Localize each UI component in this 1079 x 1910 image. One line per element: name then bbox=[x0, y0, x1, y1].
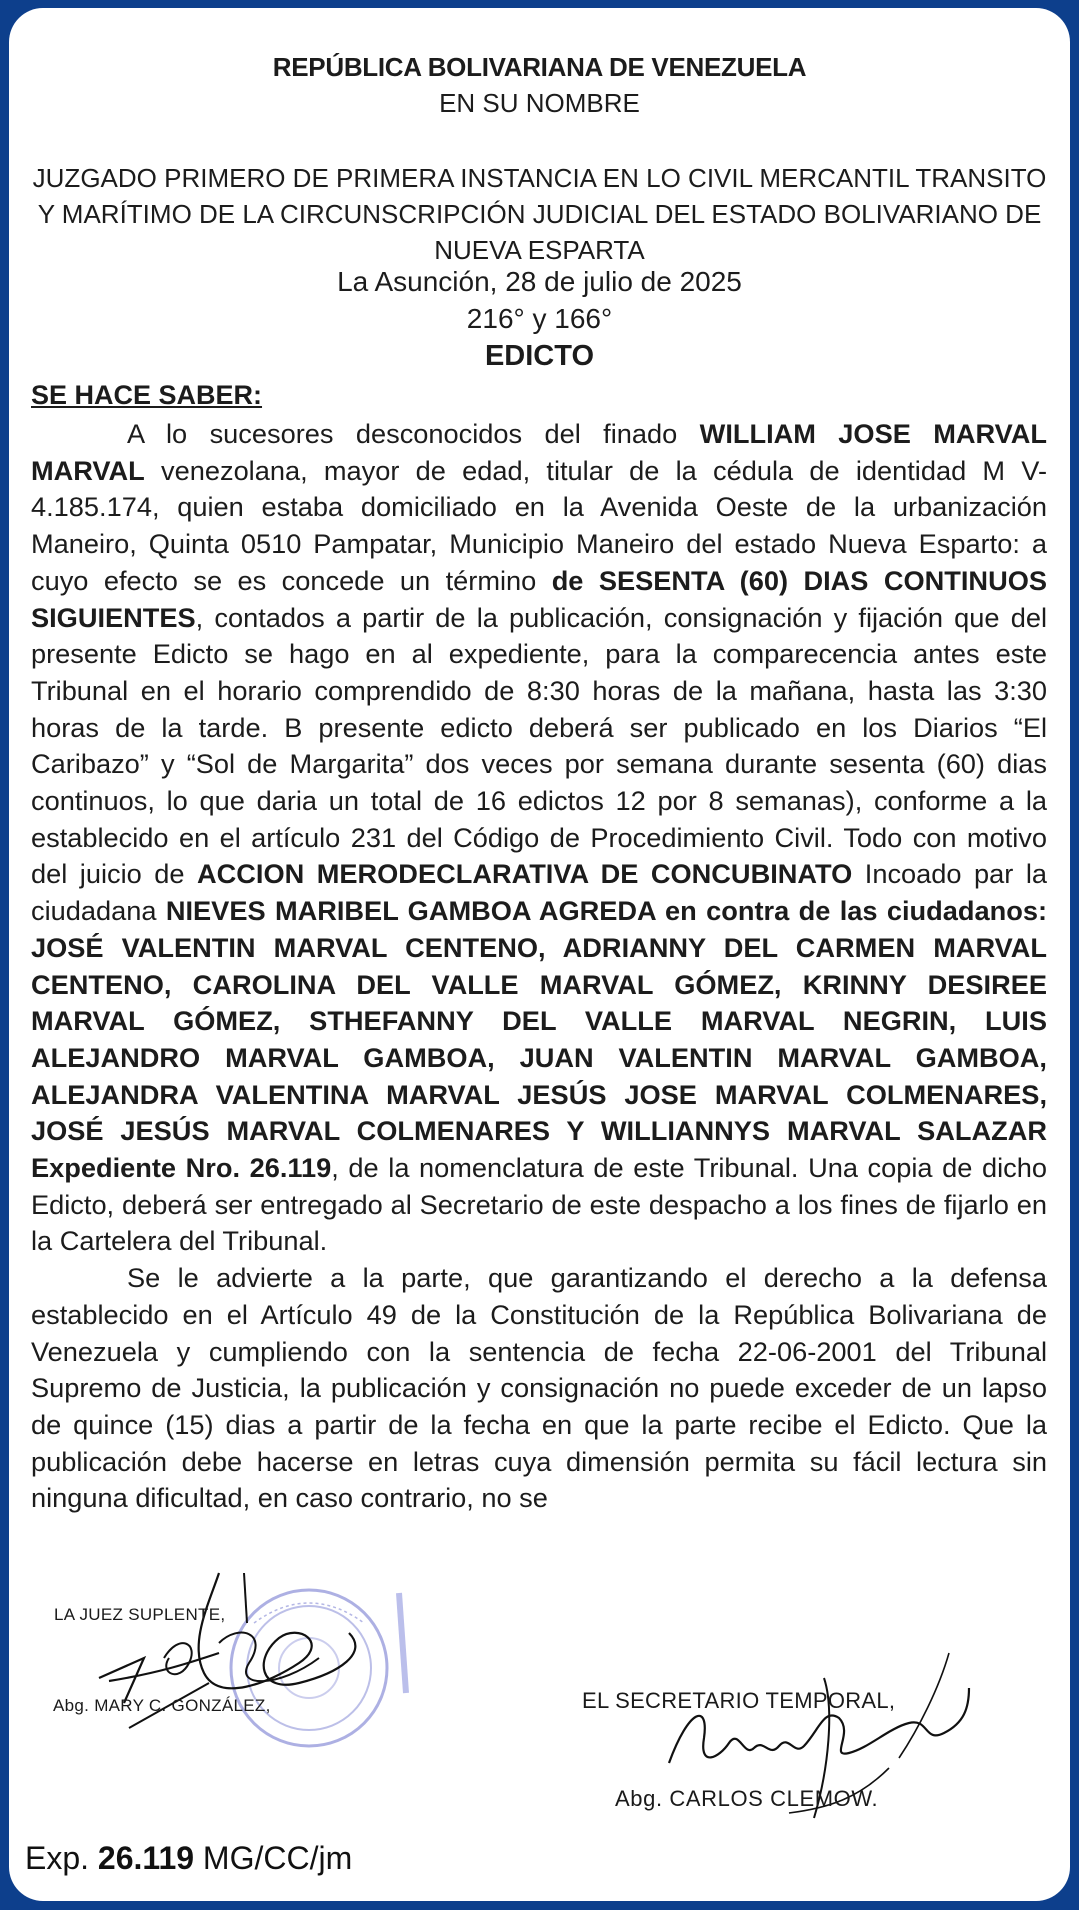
edict-body bbox=[31, 416, 1047, 1554]
section-heading: SE HACE SABER: bbox=[31, 380, 263, 410]
judge-label: LA JUEZ SUPLENTE, bbox=[54, 1605, 226, 1624]
document-title: EDICTO bbox=[484, 340, 595, 372]
deceased-name: WILLIAM JOSE MARVAL MARVAL bbox=[31, 418, 1047, 486]
secretary-name: Abg. CARLOS CLEMOW. bbox=[615, 1786, 879, 1811]
file-initials: MG/CC/jm bbox=[202, 1840, 353, 1876]
years-line: 216° y 166° bbox=[466, 303, 613, 334]
body-text-run: Incoado par la ciudadana bbox=[31, 858, 1047, 927]
place-date: La Asunción, 28 de julio de 2025 bbox=[337, 266, 742, 297]
edict-page bbox=[9, 8, 1070, 1901]
body-text-run: A lo sucesores desconocidos del finado bbox=[127, 418, 700, 449]
secretary-label: EL SECRETARIO TEMPORAL, bbox=[582, 1688, 896, 1713]
body-text-run: , de la nomenclatura de este Tribunal. Una copia de dicho Edicto, deberá ser entregado al Secretario de este despacho a los fines de fijarlo en la Cartelera del Tribunal. bbox=[31, 1152, 1047, 1257]
body-text-run: , contados a partir de la publicación, consignación y fijación que del presente Edicto se hago en al expediente, para la comparecencia antes este Tribunal en el horario comprendido de 8:30 horas de la mañana, hasta las 3:30 horas de la tarde. B presente edicto deberá ser publicado en los Diarios “El Caribazo” y “Sol de Margarita” dos veces por semana durante sesenta (60) dias continuos, lo que daria un total de 16 edictos 12 por 8 semanas), conforme a la establecido en el artículo 231 del Código de Procedimiento Civil. Todo con motivo del juicio de bbox=[31, 601, 1047, 890]
court-name: JUZGADO PRIMERO DE PRIMERA INSTANCIA EN LO CIVIL MERCANTIL TRANSITO Y MARÍTIMO DE LA CIRCUNSCRIPCIÓN JUDICIAL DEL ESTADO BOLIVARIANO DE NUEVA ESPARTA bbox=[32, 163, 1047, 265]
republic-heading: REPÚBLICA BOLIVARIANA DE VENEZUELA bbox=[272, 52, 807, 82]
term-period: de SESENTA (60) DIAS CONTINUOS SIGUIENTES bbox=[31, 564, 1047, 633]
judge-signature-icon bbox=[69, 1563, 389, 1753]
body-paragraph-1 bbox=[31, 416, 1047, 1260]
body-paragraph-2: Se le advierte a la parte, que garantizando el derecho a la defensa establecido en el Artículo 49 de la Constitución de la República Bolivariana de Venezuela y cumpliendo con la sentencia de fecha 22-06-2001 del Tribunal Supremo de Justicia, la publicación y consignación no puede exceder de un lapso de quince (15) dias a partir de la fecha en que la parte recibe el Edicto. Que la publicación debe hacerse en letras cuya dimensión permita su fácil lectura sin ninguna dificultad, en caso contrario, no se bbox=[31, 1262, 1047, 1514]
case-type: ACCION MERODECLARATIVA DE CONCUBINATO bbox=[197, 858, 853, 890]
file-number: 26.119 bbox=[97, 1840, 195, 1876]
body-text-run: venezolana, mayor de edad, titular de la cédula de identidad M V-4.185.174, quien estaba domiciliado en la Avenida Oeste de la urbanización Maneiro, Quinta 0510 Pampatar, Municipio Maneiro del estado Nueva Esparto: a cuyo efecto se es concede un término bbox=[31, 454, 1047, 596]
in-name-line: EN SU NOMBRE bbox=[439, 88, 640, 118]
file-prefix: Exp. bbox=[25, 1840, 90, 1876]
parties-list: NIEVES MARIBEL GAMBOA AGREDA en contra de las ciudadanos: JOSÉ VALENTIN MARVAL CENTENO, ADRIANNY DEL CARMEN MARVAL CENTENO, CAROLINA DEL VALLE MARVAL GÓMEZ, KRINNY DESIREE MARVAL GÓMEZ, STHEFANNY DEL VALLE MARVAL NEGRIN, LUIS ALEJANDRO MARVAL GAMBOA, JUAN VALENTIN MARVAL GAMBOA, ALEJANDRA VALENTINA MARVAL JESÚS JOSE MARVAL COLMENARES, JOSÉ JESÚS MARVAL COLMENARES Y WILLIANNYS MARVAL SALAZAR Expediente Nro. 26.119 bbox=[31, 895, 1047, 1184]
judge-name: Abg. MARY C. GONZÁLEZ, bbox=[53, 1696, 271, 1715]
file-reference bbox=[25, 1840, 352, 1877]
